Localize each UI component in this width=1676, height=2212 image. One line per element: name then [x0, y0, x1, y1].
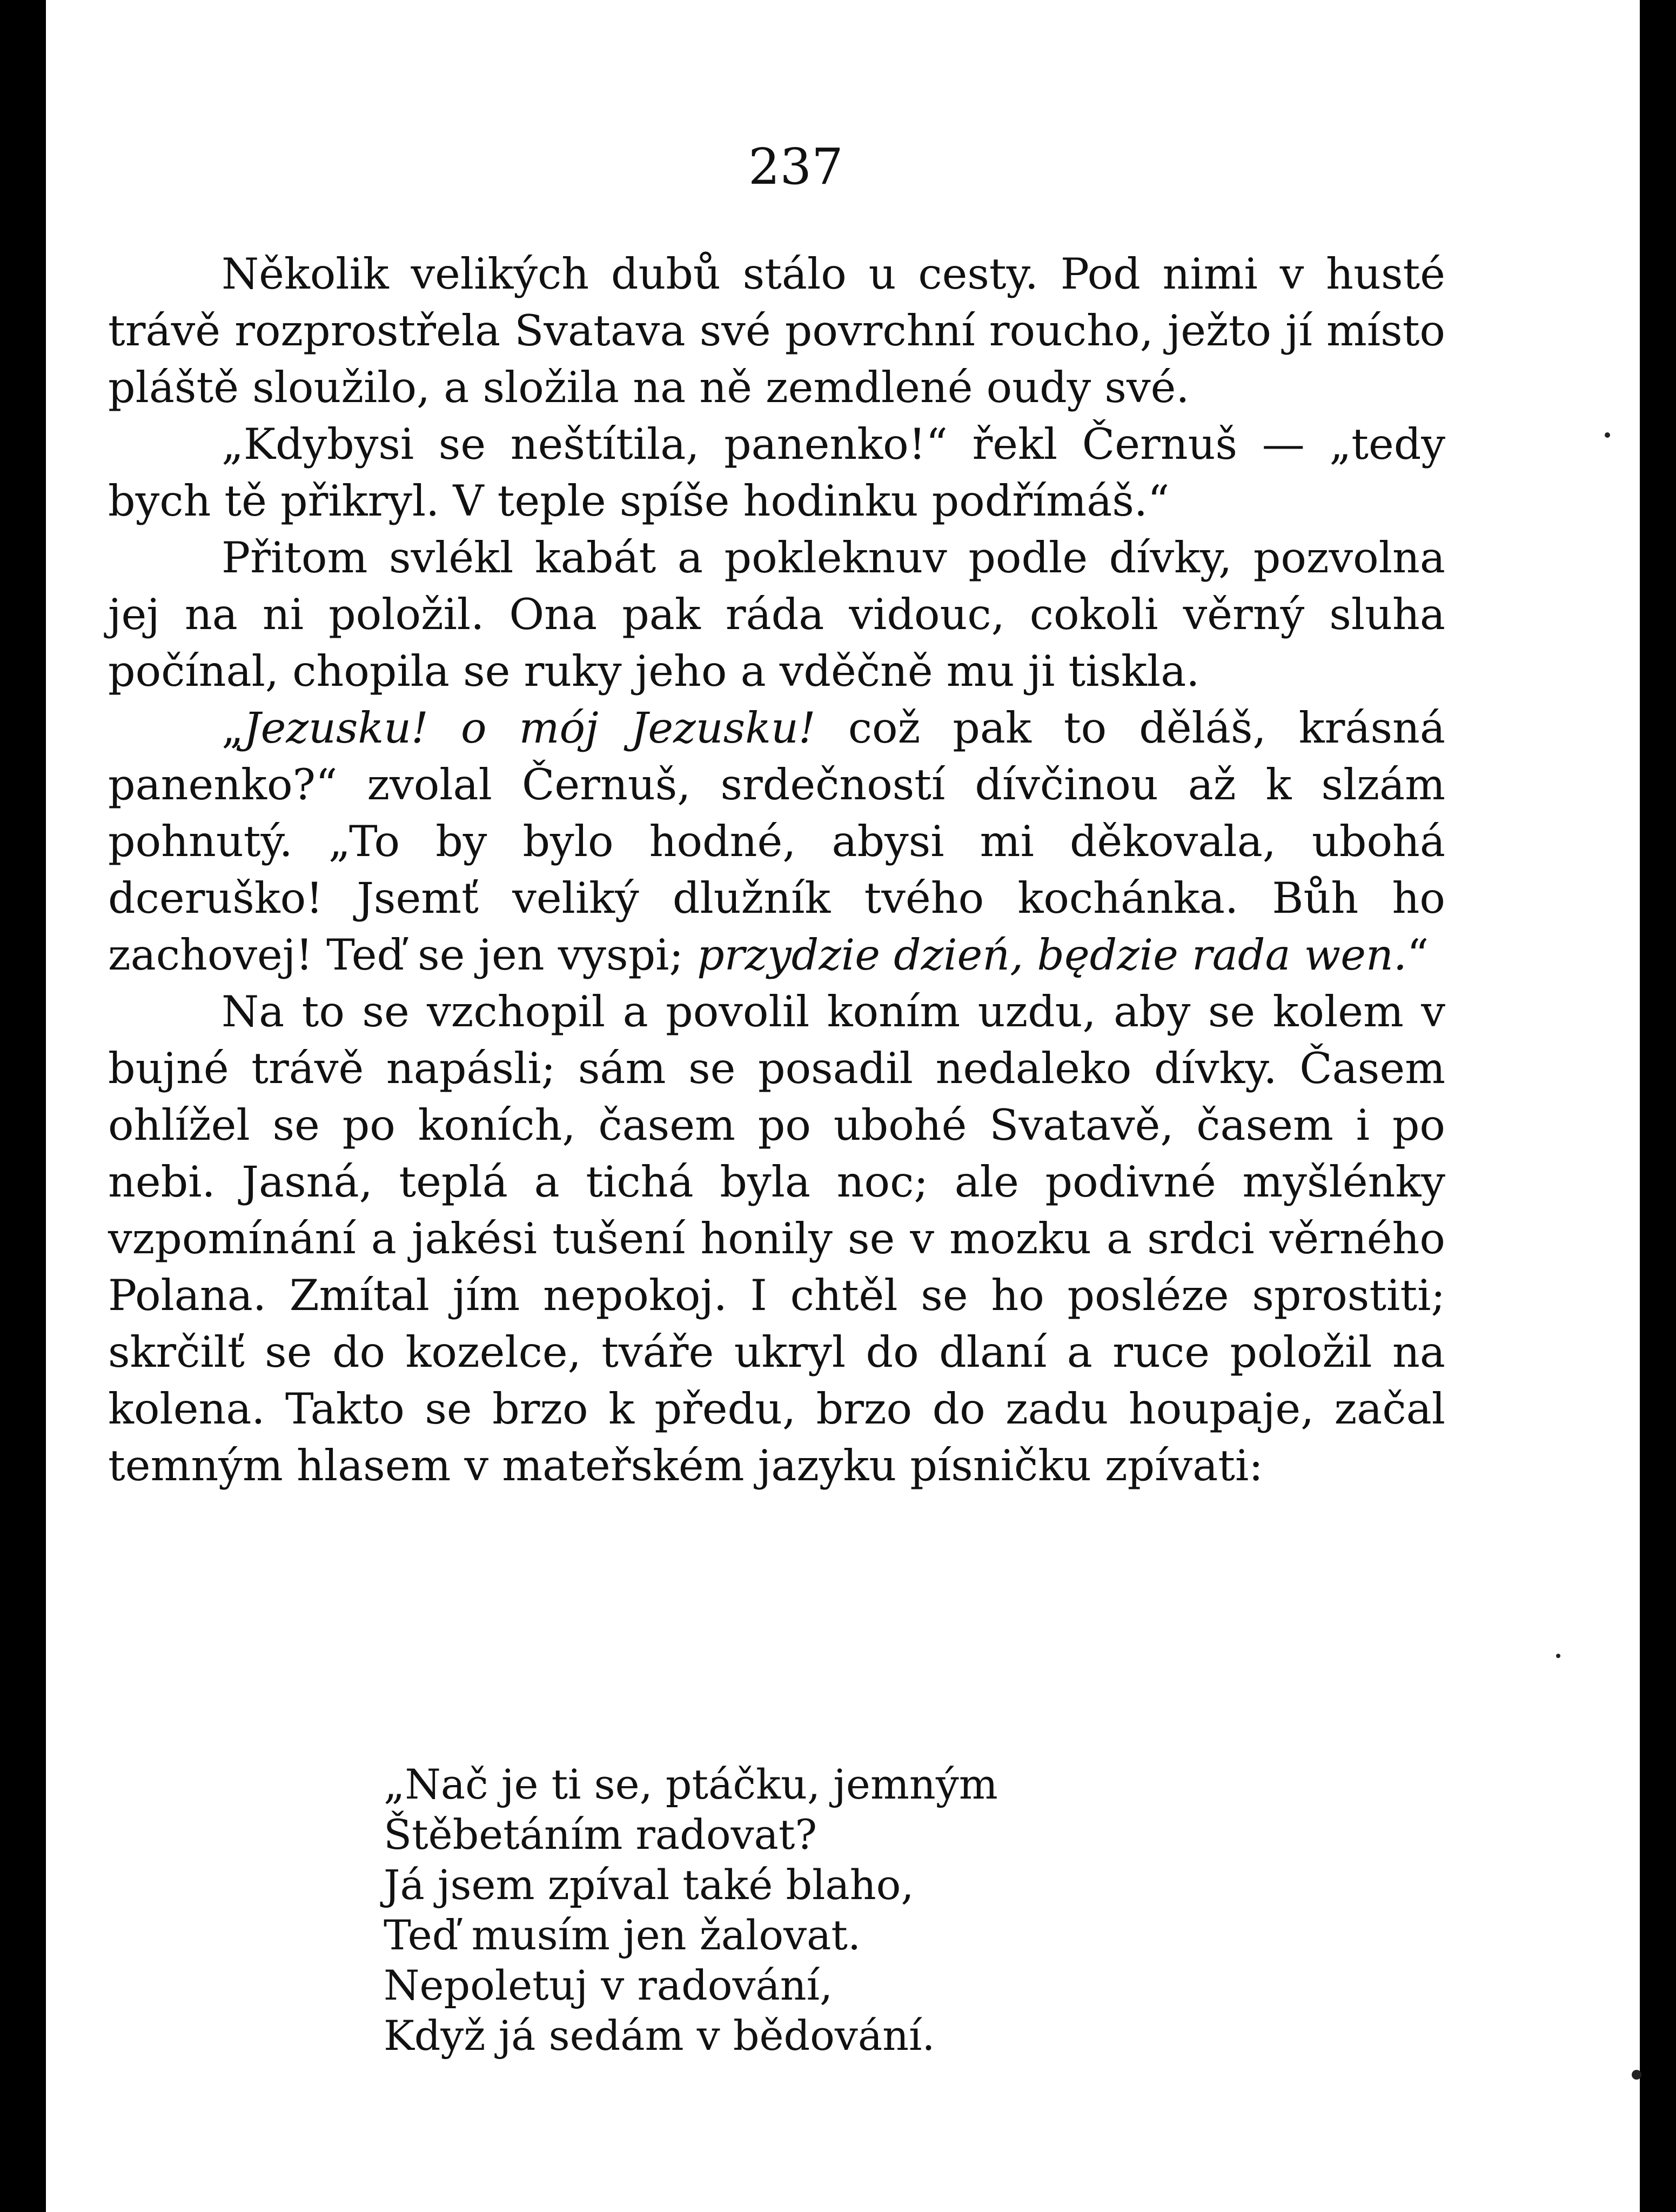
paragraph: [108, 246, 1445, 416]
print-speck: [1556, 1654, 1560, 1658]
paragraph-text: což pak to děláš, krásná panenko?“ zvolal Černuš, srdečností dívčinou až k slzám pohnutý. „To by bylo hodné, abysi mi děkovala, ubohá dceruško! Jsemť veliký dlužník tvého kochánka. Bůh ho zachovej! Teď se jen vyspi;: [108, 703, 1445, 980]
paragraph-text: „Kdybysi se neštítila, panenko!“ řekl Černuš — „tedy bych tě přikryl. V teple spíše hodinku podřímáš.“: [108, 419, 1445, 526]
paragraph-text: Na to se vzchopil a povolil koním uzdu, aby se kolem v bujné trávě napásli; sám se posadil nedaleko dívky. Časem ohlížel se po koních, časem po ubohé Svatavě, časem i po nebi. Jasná, teplá a tichá byla noc; ale podivné myšlénky vzpomínání a jakési tušení honily se v mozku a srdci věrného Polana. Zmítal jím nepokoj. I chtěl se ho posléze sprostiti; skrčilť se do kozelce, tváře ukryl do dlaní a ruce položil na kolena. Takto se brzo k předu, brzo do zadu houpaje, začal temným hlasem v mateřském jazyku písničku zpívati:: [108, 987, 1445, 1491]
paragraph: [108, 530, 1445, 700]
paragraph-text: “: [1407, 930, 1429, 980]
paragraph-text: Několik velikých dubů stálo u cesty. Pod nimi v husté trávě rozprostřela Svatava své povrchní roucho, ježto jí místo pláště sloužilo, a složila na ně zemdlené oudy své.: [108, 249, 1445, 412]
body-text: [108, 246, 1445, 1494]
paragraph: [108, 416, 1445, 530]
poem-line: „Nač je ti se, ptáčku, jemným: [384, 1760, 998, 1808]
poem-line: Já jsem zpíval také blaho,: [384, 1861, 914, 1909]
book-page: [46, 0, 1640, 2212]
poem-line: Teď musím jen žalovat.: [384, 1911, 861, 1959]
poem-line: Když já sedám v bědování.: [384, 2011, 935, 2060]
paragraph: [108, 984, 1445, 1494]
italic-text: Jezusku! o mój Jezusku!: [243, 703, 816, 753]
paragraph: [108, 700, 1445, 984]
paragraph-text: Přitom svlékl kabát a pokleknuv podle dívky, pozvolna jej na ni položil. Ona pak ráda vidouc, cokoli věrný sluha počínal, chopila se ruky jeho a vděčně mu ji tiskla.: [108, 533, 1445, 696]
italic-text: przydzie dzień, będzie rada wen.: [697, 930, 1407, 980]
poem-line: Nepoletuj v radování,: [384, 1961, 833, 2009]
poem-line: Štěbetáním radovat?: [384, 1810, 817, 1859]
poem-stanza: [384, 1759, 998, 2061]
page-number: 237: [748, 138, 843, 196]
print-speck: [1605, 432, 1610, 438]
paragraph-text: „: [222, 703, 244, 753]
print-speck: [1632, 2070, 1641, 2080]
